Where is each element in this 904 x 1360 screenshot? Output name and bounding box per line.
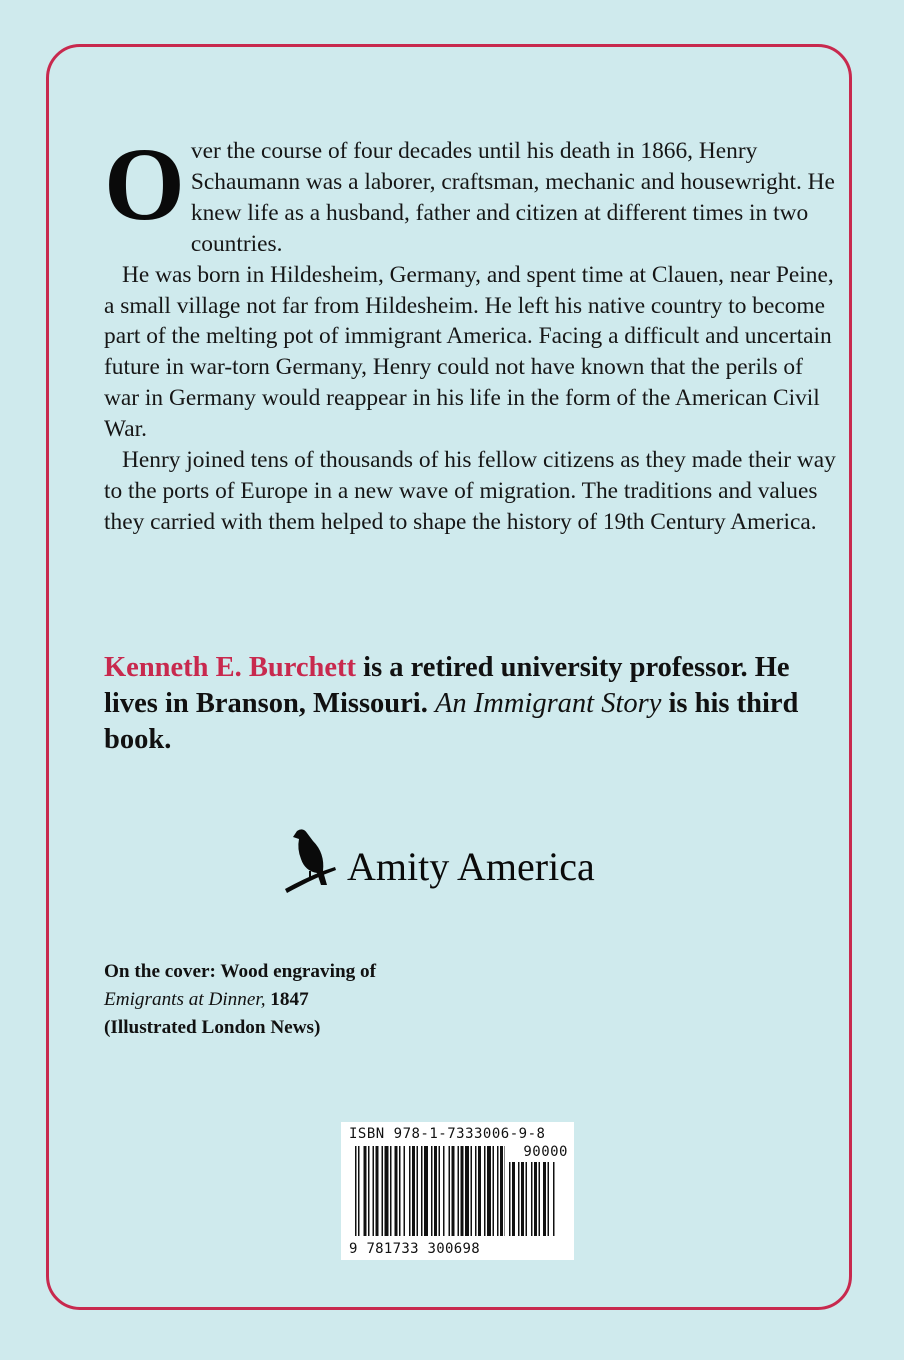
barcode-digits: 9 781733 300698 xyxy=(349,1241,480,1257)
cover-credit-line-2 xyxy=(104,986,504,1014)
publisher-name: Amity America xyxy=(347,843,595,889)
barcode-bars xyxy=(355,1146,505,1254)
engraving-title: Emigrants at Dinner, xyxy=(104,989,266,1010)
blurb-paragraph-2: He was born in Hildesheim, Germany, and spent time at Clauen, near Peine, a small village not far from Hildesheim. He left his native country to become part of the melting pot of immigrant America. Facing a difficult and uncertain future in war-torn Germany, Henry could not have known that the perils of war in Germany would reappear in his life in the form of the American Civil War. xyxy=(104,261,834,443)
price-code: 90000 xyxy=(523,1144,568,1160)
blurb-paragraph-3: Henry joined tens of thousands of his fellow citizens as they made their way to the ports of Europe in a new wave of migration. The traditions and values they carried with them helped to shape the history of 19th Century America. xyxy=(104,447,836,535)
book-title: An Immigrant Story xyxy=(434,688,662,719)
cover-credit xyxy=(104,958,504,1042)
isbn-barcode xyxy=(341,1122,574,1260)
isbn-label: ISBN 978-1-7333006-9-8 xyxy=(349,1126,546,1142)
blurb-paragraph-1-text: ver the course of four decades until his death in 1866, Henry Schaumann was a laborer, craftsman, mechanic and housewright. He knew life as a husband, father and citizen at different times in two countries. xyxy=(190,138,835,257)
barcode-addon-bars xyxy=(509,1162,567,1254)
bird-on-branch-icon xyxy=(283,827,341,897)
author-bio xyxy=(104,650,804,758)
publisher-logo xyxy=(283,826,595,898)
back-cover-blurb xyxy=(104,127,839,538)
author-bio-text-2: is his third book. xyxy=(104,688,799,755)
cover-credit-line-1: On the cover: Wood engraving of xyxy=(104,961,376,982)
author-name: Kenneth E. Burchett xyxy=(104,652,357,683)
drop-cap: O xyxy=(104,127,185,242)
cover-credit-line-3: (Illustrated London News) xyxy=(104,1017,321,1038)
author-bio-text-1: is a retired university professor. He lives in Branson, Missouri. xyxy=(104,652,790,719)
blurb-paragraph-1 xyxy=(104,127,839,260)
engraving-year: 1847 xyxy=(265,989,309,1010)
